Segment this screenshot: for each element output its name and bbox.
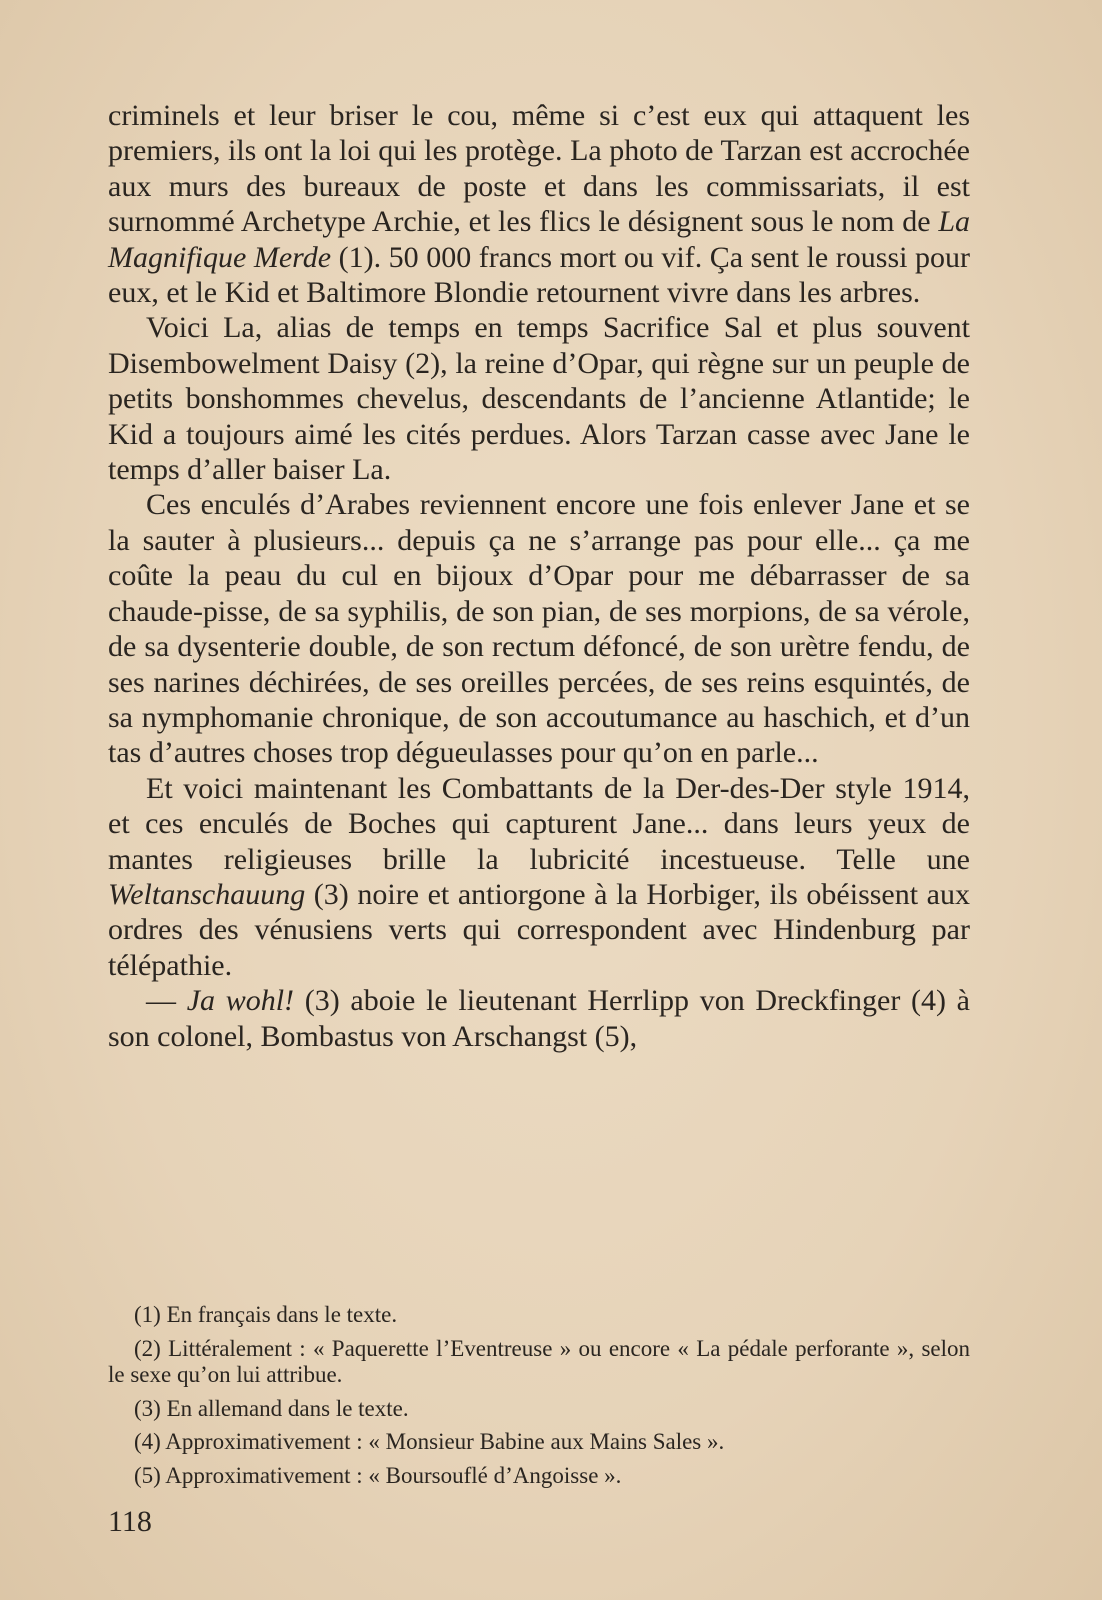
- paragraph-1-end: (1). 50 000 francs mort ou vif. Ça sent le roussi pour eux, et le Kid et Baltimore Blondie retournent vivre dans les arbres.: [108, 240, 971, 310]
- paragraph-2: [108, 310, 970, 487]
- footnotes: [108, 1302, 970, 1496]
- footnote-1: (1) En français dans le texte.: [134, 1302, 398, 1327]
- main-text: [108, 98, 970, 1054]
- paragraph-1-text: criminels et leur briser le cou, même si c’est eux qui attaquent les premiers, ils ont la loi qui les protège. La photo de Tarzan est accrochée aux murs des bureaux de poste et dans les commissariats, il est surnommé Archetype Archie, et les flics le désignent sous le nom de: [108, 99, 970, 239]
- paragraph-3-text: Ces enculés d’Arabes reviennent encore une fois enlever Jane et se la sauter à plusieurs... depuis ça ne s’arrange pas pour elle... ça me coûte la peau du cul en bijoux d’Opar pour me débarrasser de sa chaude-pisse, de sa syphilis, de son pian, de ses morpions, de sa vérole, de sa dysenterie double, de son rectum défoncé, de son urètre fendu, de ses narines déchirées, de ses oreilles percées, de ses reins esquintés, de sa nymphomanie chronique, de son accoutumance au haschich, et d’un tas d’autres choses trop dégueulasses pour qu’on en parle...: [108, 488, 970, 770]
- footnote-3: (3) En allemand dans le texte.: [134, 1395, 409, 1421]
- paragraph-3: [108, 487, 970, 770]
- paragraph-4-italic: Weltanschauung: [108, 877, 306, 911]
- paragraph-5-end: (3) aboie le lieutenant Herrlipp von Dreckfinger (4) à son colonel, Bombastus von Arschangst (5),: [108, 984, 970, 1053]
- paragraph-5: [108, 983, 970, 1054]
- paragraph-5-italic: Ja wohl!: [186, 984, 295, 1018]
- footnote-4: (4) Approximativement : « Monsieur Babine aux Mains Sales ».: [134, 1429, 725, 1454]
- footnote-2: (2) Littéralement : « Paquerette l’Eventreuse » ou encore « La pédale perforante », selon le sexe qu’on lui attribue.: [108, 1335, 970, 1387]
- paragraph-1-italic: La Magnifique Merde: [108, 205, 970, 274]
- paragraph-4-text: Et voici maintenant les Combattants de la Der-des-Der style 1914, et ces enculés de Boches qui capturent Jane... dans leurs yeux de mantes religieuses brille la lubricité incestueuse. Telle une: [108, 771, 970, 876]
- paragraph-1: [108, 98, 970, 310]
- paragraph-4: [108, 771, 970, 983]
- paragraph-5-dash: —: [146, 984, 187, 1018]
- paragraph-4-end: (3) noire et antiorgone à la Horbiger, ils obéissent aux ordres des vénusiens verts qui correspondent avec Hindenburg par télépathie.: [108, 877, 970, 982]
- paragraph-2-text: Voici La, alias de temps en temps Sacrifice Sal et plus souvent Disembowelment Daisy (2), la reine d’Opar, qui règne sur un peuple de petits bonshommes chevelus, descendants de l’ancienne Atlantide; le Kid a toujours aimé les cités perdues. Alors Tarzan casse avec Jane le temps d’aller baiser La.: [108, 311, 970, 487]
- page-number: 118: [108, 1505, 152, 1538]
- footnote-5: (5) Approximativement : « Boursouflé d’Angoisse ».: [134, 1462, 622, 1488]
